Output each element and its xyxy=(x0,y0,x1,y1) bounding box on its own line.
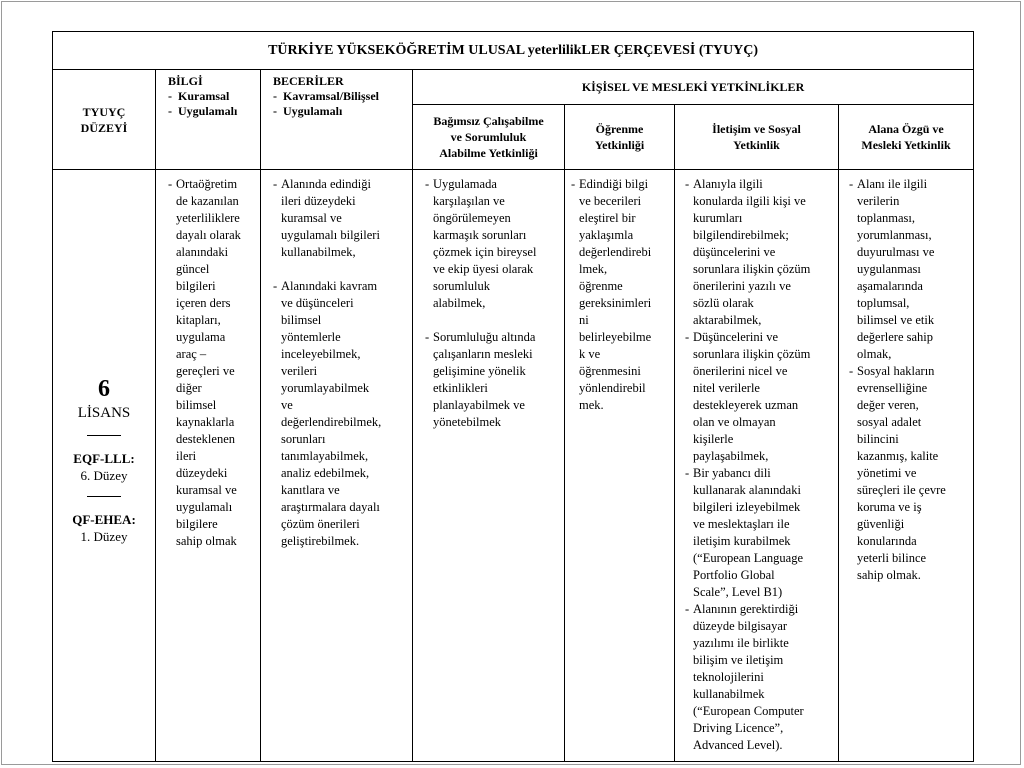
text-line: araç – xyxy=(176,347,207,361)
list-item: - Sosyal hakların evrenselliğine değer veren, sosyal adalet bilincini kazanmış, kalite yönetimi ve süreçleri ile çevre koruma ve iş güvenliği konularında yeterli bilince sahip olmak. xyxy=(849,363,969,584)
text-line: kanıtlara ve xyxy=(281,483,340,497)
text-line: bilişim ve iletişim xyxy=(693,653,784,667)
text-line: toplanması, xyxy=(857,211,915,225)
text-line: araştırmalara dayalı xyxy=(281,500,380,514)
text-line: süreçleri ile çevre xyxy=(857,483,946,497)
autonomy-cell xyxy=(413,170,565,762)
text-line: (“European Computer xyxy=(693,704,804,718)
text-line: evrenselliğine xyxy=(857,381,928,395)
text-line: alabilmek, xyxy=(433,296,486,310)
text-line: Sosyal hakların xyxy=(857,364,935,378)
qf-value: 1. Düzey xyxy=(80,528,128,544)
text-line: yönetebilmek xyxy=(433,415,502,429)
table-title: TÜRKİYE YÜKSEKÖĞRETİM ULUSAL yeterlilikLER ÇERÇEVESİ (TYUYÇ) xyxy=(53,32,974,70)
text-line: uygulamalı bilgileri xyxy=(281,228,380,242)
text-line: Portfolio Global xyxy=(693,568,775,582)
text-line: karmaşık sorunları xyxy=(433,228,527,242)
text-line: ve meslektaşları ile xyxy=(693,517,790,531)
text-line: konularında xyxy=(857,534,917,548)
text-line: çözüm önerileri xyxy=(281,517,360,531)
text-line: Driving Licence”, xyxy=(693,721,784,735)
text-line: sorunlara ilişkin çözüm xyxy=(693,347,811,361)
text-line: bilimsel xyxy=(176,398,217,412)
text-line: düzeydeki xyxy=(176,466,228,480)
text-line: kazanmış, kalite xyxy=(857,449,939,463)
text-line: sahip olmak xyxy=(176,534,237,548)
text-line: sorunlara ilişkin çözüm xyxy=(693,262,811,276)
text-line: yönlendirebil xyxy=(579,381,646,395)
text-line: bilgilendirebilmek; xyxy=(693,228,789,242)
eqf-value: 6. Düzey xyxy=(80,467,128,483)
text-line: duyurulması ve xyxy=(857,245,935,259)
text-line: kişilerle xyxy=(693,432,734,446)
text-line: uygulanması xyxy=(857,262,921,276)
text-line: yönetimi ve xyxy=(857,466,917,480)
autonomy-header: Bağımsız Çalışabilme ve Sorumluluk Alabilme Yetkinliği xyxy=(413,105,565,170)
divider xyxy=(87,435,121,436)
text-line: gereçleri ve xyxy=(176,364,235,378)
text-line: yeterliliklere xyxy=(176,211,240,225)
text-line: konularda ilgili kişi ve xyxy=(693,194,806,208)
text-line: çözmek için bireysel xyxy=(433,245,537,259)
text-line: değerlendirebilmek, xyxy=(281,415,382,429)
level-header xyxy=(53,70,156,170)
text-line: olmak, xyxy=(857,347,892,361)
field-cell xyxy=(839,170,974,762)
text-line: Alanındaki kavram xyxy=(281,279,378,293)
text-line: değer veren, xyxy=(857,398,919,412)
text-line: kaynaklarla xyxy=(176,415,235,429)
learning-cell xyxy=(565,170,675,762)
text-line: nitel verilerle xyxy=(693,381,760,395)
text-line: ve düşünceleri xyxy=(281,296,354,310)
text-line: ileri xyxy=(176,449,197,463)
text-line: verilerin xyxy=(857,194,900,208)
skills-subitem: - Kavramsal/Bilişsel xyxy=(273,89,379,103)
text-line: gereksinimleri xyxy=(579,296,652,310)
text-line: planlayabilmek ve xyxy=(433,398,525,412)
text-line: sorumluluk xyxy=(433,279,490,293)
text-line: önerilerini nicel ve xyxy=(693,364,788,378)
text-line: değerlere sahip xyxy=(857,330,934,344)
text-line: tanımlayabilmek, xyxy=(281,449,369,463)
text-line: (“European Language xyxy=(693,551,804,565)
level-header-line2: DÜZEYİ xyxy=(80,120,128,135)
text-line: Bir yabancı dili xyxy=(693,466,771,480)
level-number: 6 xyxy=(98,375,110,402)
text-line: kurumları xyxy=(693,211,743,225)
text-line: yaklaşımla xyxy=(579,228,634,242)
knowledge-title: BİLGİ xyxy=(168,74,203,88)
text-line: iletişim kurabilmek xyxy=(693,534,791,548)
text-line: Advanced Level). xyxy=(693,738,783,752)
text-line: verileri xyxy=(281,364,318,378)
text-line: kullanabilmek xyxy=(693,687,765,701)
text-line: de kazanılan xyxy=(176,194,239,208)
text-line: sorunları xyxy=(281,432,326,446)
knowledge-cell xyxy=(156,170,261,762)
text-line: bilimsel xyxy=(281,313,322,327)
text-line: karşılaşılan ve xyxy=(433,194,505,208)
text-line: düzeyde bilgisayar xyxy=(693,619,788,633)
list-item: - Alanıyla ilgili konularda ilgili kişi ve kurumları bilgilendirebilmek; düşüncelerini ve sorunlara ilişkin çözüm önerilerini yazılı ve sözlü olarak aktarabilmek, xyxy=(685,176,834,329)
text-line: paylaşabilmek, xyxy=(693,449,769,463)
text-line: uygulamalı xyxy=(176,500,233,514)
text-line: öğrenme xyxy=(579,279,623,293)
list-item: - Alanında edindiği ileri düzeydeki kuramsal ve uygulamalı bilgileri kullanabilmek, xyxy=(273,176,408,261)
knowledge-subitem: - Kuramsal xyxy=(168,89,230,103)
text-line: aktarabilmek, xyxy=(693,313,762,327)
text-line: Ortaöğretim xyxy=(176,177,238,191)
text-line: Edindiği bilgi xyxy=(579,177,649,191)
text-line: Alanında edindiği xyxy=(281,177,371,191)
text-line: Scale”, Level B1) xyxy=(693,585,783,599)
text-line: alanındaki xyxy=(176,245,229,259)
text-line: Alanının gerektirdiği xyxy=(693,602,799,616)
level-cell xyxy=(53,170,156,762)
text-line: Alanı ile ilgili xyxy=(857,177,928,191)
text-line: Alanıyla ilgili xyxy=(693,177,763,191)
text-line: mek. xyxy=(579,398,604,412)
text-line: kuramsal ve xyxy=(281,211,342,225)
text-line: sahip olmak. xyxy=(857,568,921,582)
text-line: desteklenen xyxy=(176,432,236,446)
text-line: bilgileri izleyebilmek xyxy=(693,500,801,514)
text-line: ileri düzeydeki xyxy=(281,194,356,208)
list-item: - Ortaöğretim de kazanılan yeterliliklere dayalı olarak alanındaki güncel bilgileri içeren ders kitapları, uygulama araç – gereçleri ve diğer bilimsel kaynaklarla desteklenen ileri düzeydeki kuramsal ve uygulamalı bilgilere sahip olmak xyxy=(168,176,256,550)
text-line: kullanarak alanındaki xyxy=(693,483,801,497)
list-item: - Alanındaki kavram ve düşünceleri bilimsel yöntemlerle inceleyebilmek, verileri yorumlayabilmek ve değerlendirebilmek, sorunları tanımlayabilmek, analiz edebilmek, kanıtlara ve araştırmalara dayalı çözüm önerileri geliştirebilmek. xyxy=(273,278,408,550)
skills-cell xyxy=(261,170,413,762)
text-line: bilincini xyxy=(857,432,899,446)
field-header: Alana Özgü ve Mesleki Yetkinlik xyxy=(839,105,974,170)
text-line: kuramsal ve xyxy=(176,483,237,497)
text-line: Uygulamada xyxy=(433,177,497,191)
eqf-label: EQF-LLL: xyxy=(73,450,135,466)
list-item: - Bir yabancı dili kullanarak alanındaki bilgileri izleyebilmek ve meslektaşları ile iletişim kurabilmek (“European Language Portfolio Global Scale”, Level B1) xyxy=(685,465,834,601)
text-line: olan ve olmayan xyxy=(693,415,776,429)
skills-subitem: - Uygulamalı xyxy=(273,104,343,118)
text-line: dayalı olarak xyxy=(176,228,241,242)
text-line: ve becerileri xyxy=(579,194,642,208)
text-line: değerlendirebi xyxy=(579,245,652,259)
text-line: düşüncelerini ve xyxy=(693,245,776,259)
learning-header: Öğrenme Yetkinliği xyxy=(565,105,675,170)
divider xyxy=(87,496,121,497)
communication-header: İletişim ve Sosyal Yetkinlik xyxy=(675,105,839,170)
text-line: diğer xyxy=(176,381,202,395)
text-line: lmek, xyxy=(579,262,608,276)
text-line: yöntemlerle xyxy=(281,330,341,344)
text-line: öğrenmesini xyxy=(579,364,641,378)
text-line: bilimsel ve etik xyxy=(857,313,935,327)
competences-header: KİŞİSEL VE MESLEKİ YETKİNLİKLER xyxy=(413,70,974,105)
level-header-line1: TYUYÇ xyxy=(82,104,126,119)
text-line: belirleyebilme xyxy=(579,330,652,344)
text-line: inceleyebilmek, xyxy=(281,347,361,361)
text-line: aşamalarında xyxy=(857,279,923,293)
text-line: teknolojilerini xyxy=(693,670,764,684)
text-line: uygulama xyxy=(176,330,226,344)
text-line: Sorumluluğu altında xyxy=(433,330,536,344)
skills-header xyxy=(261,70,413,170)
text-line: yorumlayabilmek xyxy=(281,381,370,395)
list-item: - Uygulamada karşılaşılan ve öngörülemeyen karmaşık sorunları çözmek için bireysel ve ekip üyesi olarak sorumluluk alabilmek, xyxy=(425,176,560,312)
text-line: analiz edebilmek, xyxy=(281,466,370,480)
text-line: k ve xyxy=(579,347,601,361)
knowledge-header xyxy=(156,70,261,170)
list-item: - Alanının gerektirdiği düzeyde bilgisayar yazılımı ile birlikte bilişim ve iletişim teknolojilerini kullanabilmek (“European Computer Driving Licence”, Advanced Level). xyxy=(685,601,834,754)
text-line: yazılımı ile birlikte xyxy=(693,636,789,650)
text-line: geliştirebilmek. xyxy=(281,534,360,548)
text-line: destekleyerek uzman xyxy=(693,398,799,412)
text-line: önerilerini yazılı ve xyxy=(693,279,791,293)
text-line: bilgileri xyxy=(176,279,216,293)
text-line: bilgilere xyxy=(176,517,218,531)
text-line: ve ekip üyesi olarak xyxy=(433,262,534,276)
text-line: güncel xyxy=(176,262,210,276)
communication-cell xyxy=(675,170,839,762)
text-line: eleştirel bir xyxy=(579,211,636,225)
skills-title: BECERİLER xyxy=(273,74,344,88)
list-item: - Edindiği bilgi ve becerileri eleştirel bir yaklaşımla değerlendirebi lmek, öğrenme gereksinimleri ni belirleyebilme k ve öğrenmesini yönlendirebil mek. xyxy=(571,176,670,414)
list-item: - Düşüncelerini ve sorunlara ilişkin çözüm önerilerini nicel ve nitel verilerle destekleyerek uzman olan ve olmayan kişilerle paylaşabilmek, xyxy=(685,329,834,465)
text-line: çalışanların mesleki xyxy=(433,347,533,361)
text-line: sözlü olarak xyxy=(693,296,754,310)
list-item: - Alanı ile ilgili verilerin toplanması, yorumlanması, duyurulması ve uygulanması aşamalarında toplumsal, bilimsel ve etik değerlere sahip olmak, xyxy=(849,176,969,363)
text-line: yorumlanması, xyxy=(857,228,932,242)
text-line: gelişimine yönelik xyxy=(433,364,526,378)
level-name: LİSANS xyxy=(77,404,131,421)
text-line: ve xyxy=(281,398,293,412)
text-line: kitapları, xyxy=(176,313,221,327)
text-line: öngörülemeyen xyxy=(433,211,511,225)
text-line: ni xyxy=(579,313,589,327)
text-line: güvenliği xyxy=(857,517,905,531)
text-line: içeren ders xyxy=(176,296,231,310)
framework-table xyxy=(52,31,974,762)
text-line: sosyal adalet xyxy=(857,415,922,429)
text-line: etkinlikleri xyxy=(433,381,488,395)
text-line: kullanabilmek, xyxy=(281,245,356,259)
qf-label: QF-EHEA: xyxy=(72,511,136,527)
text-line: Düşüncelerini ve xyxy=(693,330,779,344)
list-item: - Sorumluluğu altında çalışanların mesleki gelişimine yönelik etkinlikleri planlayabilmek ve yönetebilmek xyxy=(425,329,560,431)
knowledge-subitem: - Uygulamalı xyxy=(168,104,238,118)
text-line: koruma ve iş xyxy=(857,500,922,514)
text-line: yeterli bilince xyxy=(857,551,927,565)
text-line: toplumsal, xyxy=(857,296,910,310)
